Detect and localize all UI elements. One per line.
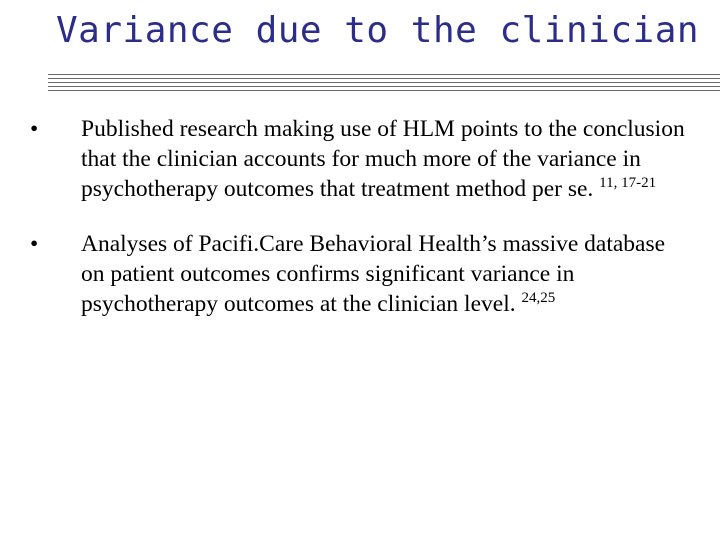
bullet-item-pacificare-analyses [28, 229, 688, 322]
title-divider-line [48, 90, 720, 91]
citation-superscript: 24,25 [521, 290, 556, 306]
citation-superscript: 11, 17-21 [599, 175, 657, 191]
bullet-marker: • [30, 231, 39, 257]
bullet-item-hlm-research [28, 114, 688, 207]
title-divider-line [48, 82, 720, 83]
bullet-list [28, 114, 688, 344]
bullet-text: Published research making use of HLM points to the conclusion that the clinician accounts for much more of the variance in psychotherapy outcomes that treatment method per se. [81, 116, 685, 202]
bullet-text: Analyses of Pacifi.Care Behavioral Health’s massive database on patient outcomes confirms significant variance in psychotherapy outcomes at the clinician level. [81, 231, 666, 317]
title-divider-line [48, 74, 720, 75]
title-divider-line [48, 86, 720, 87]
slide-title: Variance due to the clinician [56, 10, 700, 51]
title-divider-line [48, 78, 720, 79]
bullet-marker: • [30, 116, 39, 142]
